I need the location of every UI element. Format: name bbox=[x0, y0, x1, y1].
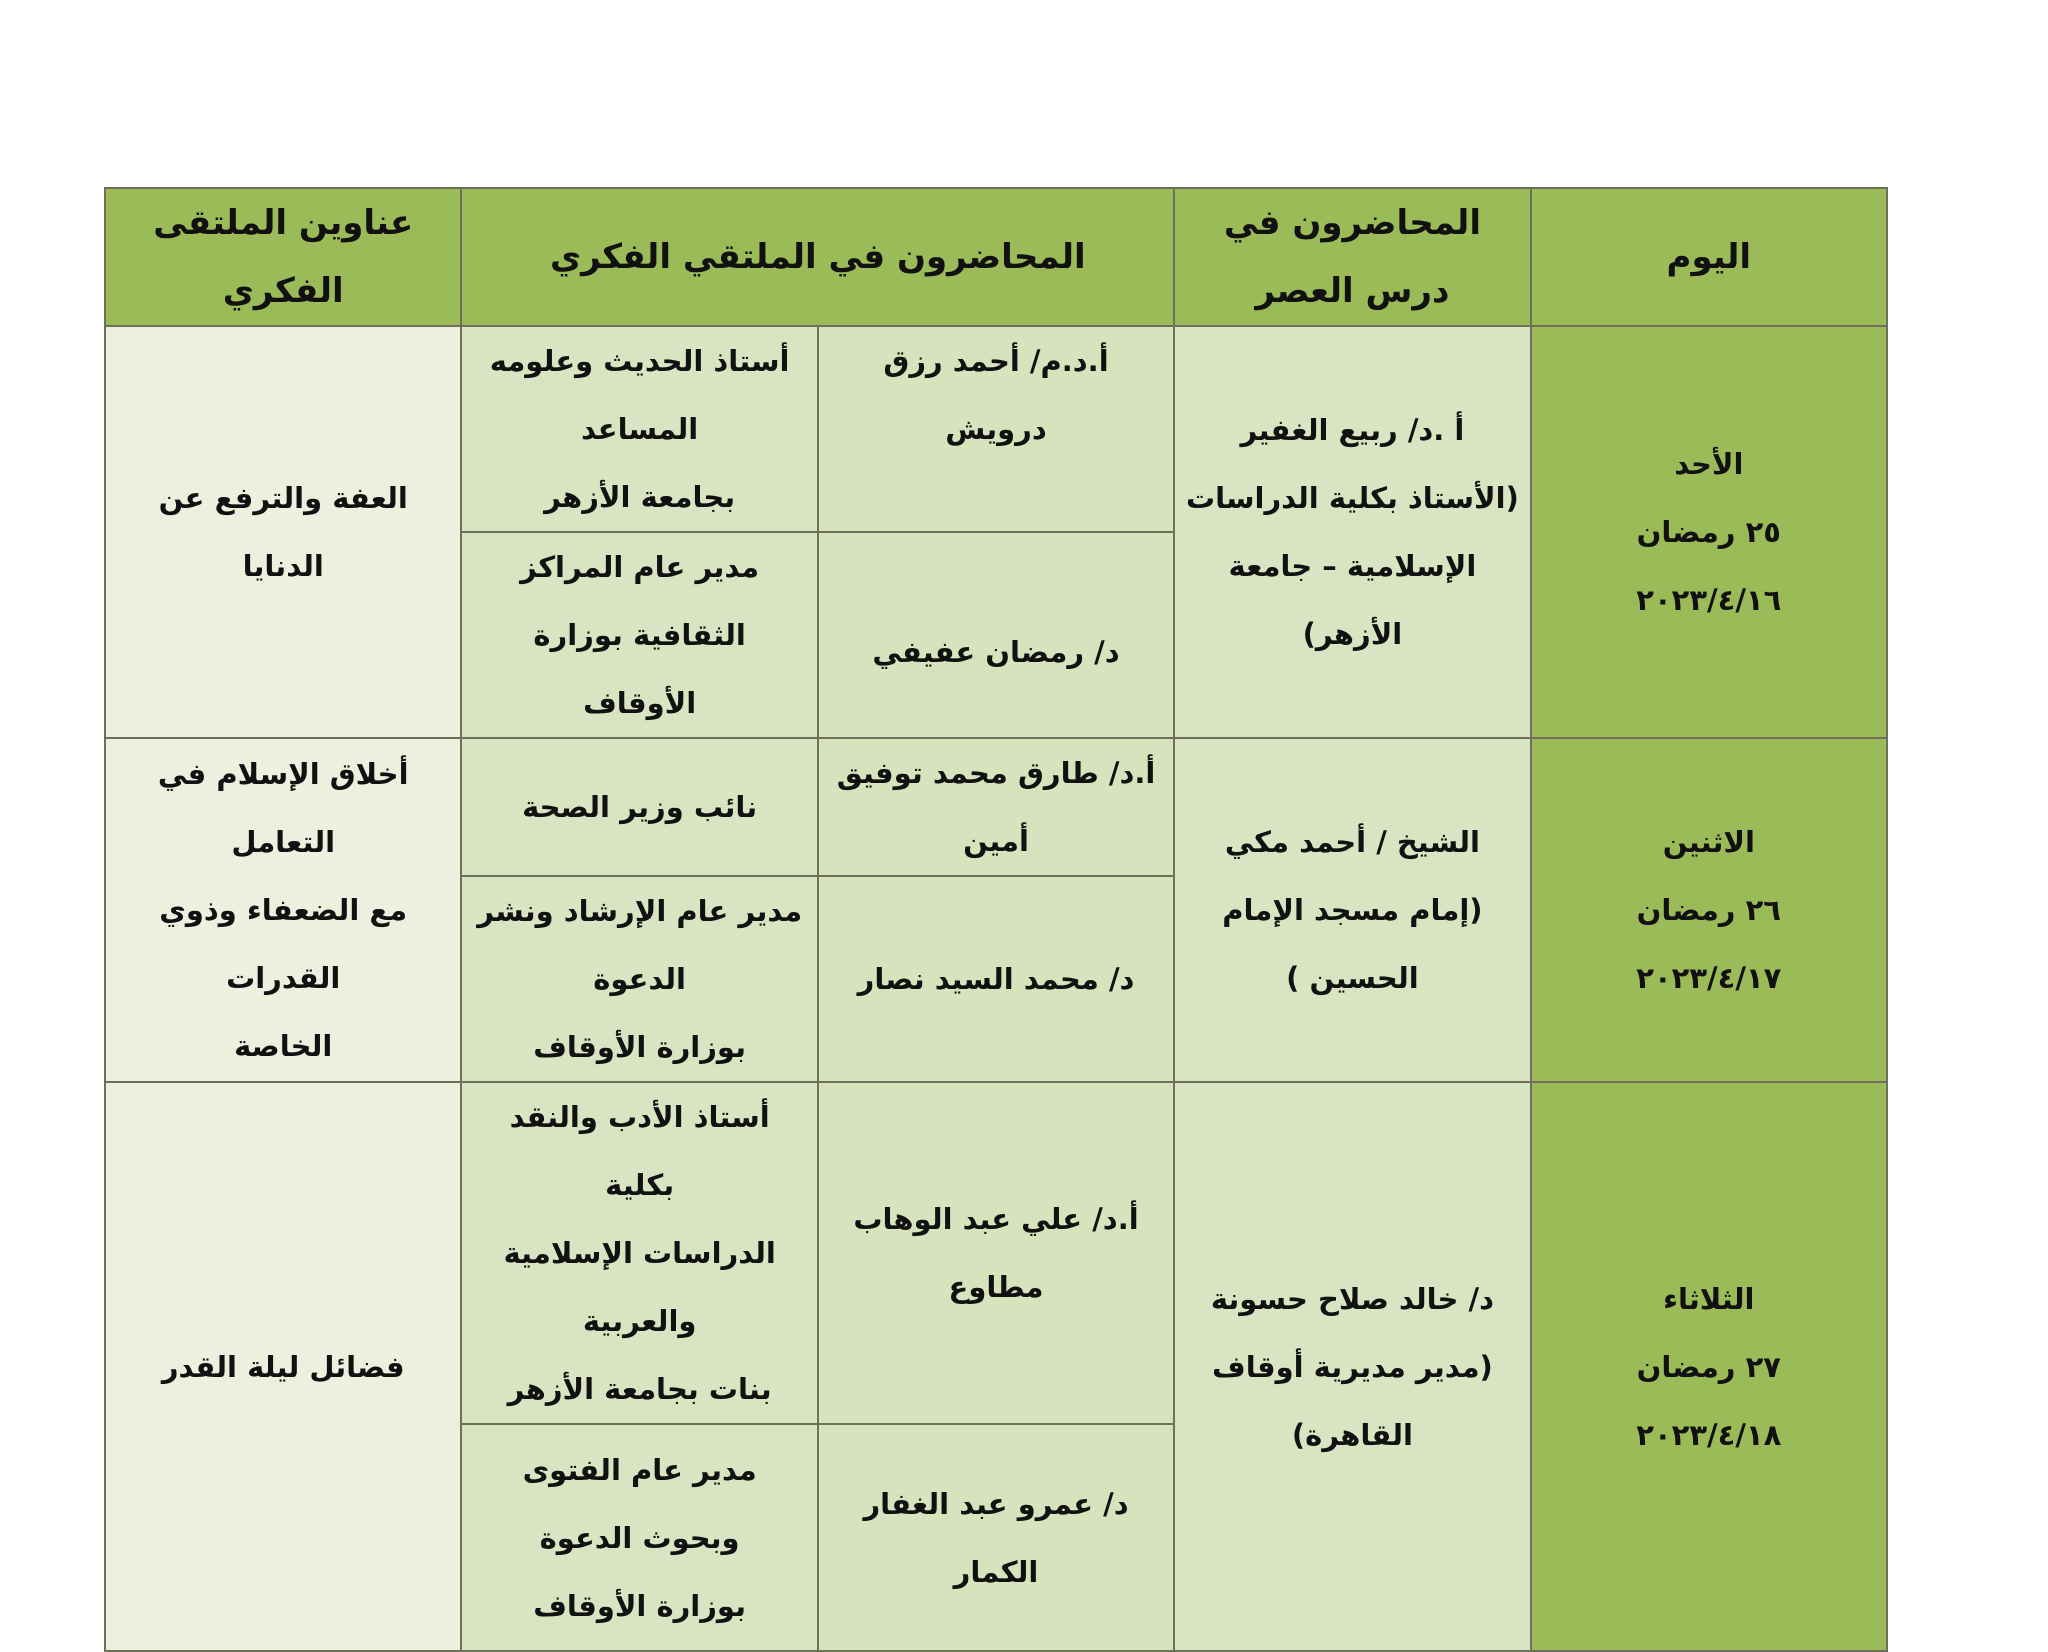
lecturer-name-line: أ.د/ طارق محمد توفيق bbox=[836, 756, 1156, 790]
asr-lecturer-cell bbox=[1174, 738, 1530, 1082]
forum-lecturer-name bbox=[818, 326, 1174, 532]
forum-lecturer-role bbox=[461, 532, 817, 738]
day-name: الثلاثاء bbox=[1663, 1281, 1755, 1316]
lecturer-role-line: مدير عام الإرشاد ونشر الدعوة bbox=[477, 894, 803, 996]
forum-lecturer-name bbox=[818, 738, 1174, 876]
lecturer-role-line: الدراسات الإسلامية والعربية bbox=[503, 1236, 776, 1338]
table-row bbox=[105, 738, 1887, 876]
forum-lecturer-name bbox=[818, 1424, 1174, 1651]
forum-lecturer-role bbox=[461, 1424, 817, 1651]
lecturer-name-line: د/ محمد السيد نصار bbox=[857, 962, 1135, 996]
header-day: اليوم bbox=[1531, 188, 1887, 326]
lecturer-role-line: بنات بجامعة الأزهر bbox=[507, 1372, 772, 1406]
forum-lecturer-name bbox=[818, 876, 1174, 1082]
schedule-table bbox=[104, 187, 1888, 1652]
lecturer-role-line: أستاذ الأدب والنقد بكلية bbox=[509, 1100, 770, 1202]
day-cell bbox=[1531, 1082, 1887, 1651]
asr-lecturer-title: (الأستاذ بكلية الدراسات bbox=[1185, 481, 1519, 515]
day-hijri-date: ٢٥ رمضان bbox=[1636, 515, 1781, 549]
forum-topic bbox=[105, 326, 461, 738]
lecturer-name-line: أ.د.م/ أحمد رزق درويش bbox=[883, 344, 1109, 446]
lecturer-role-line: الأوقاف bbox=[583, 686, 697, 720]
header-row bbox=[105, 188, 1887, 326]
lecturer-name-line: د/ عمرو عبد الغفار الكمار bbox=[863, 1486, 1129, 1589]
lecturer-name-line: مطاوع bbox=[948, 1270, 1044, 1304]
asr-lecturer-cell bbox=[1174, 1082, 1530, 1651]
day-cell bbox=[1531, 738, 1887, 1082]
topic-line: مع الضعفاء وذوي القدرات bbox=[159, 893, 408, 995]
forum-lecturer-name bbox=[818, 1082, 1174, 1424]
lecturer-role-line: مدير عام الفتوى وبحوث الدعوة bbox=[522, 1452, 757, 1555]
day-cell bbox=[1531, 326, 1887, 738]
asr-lecturer-name: الشيخ / أحمد مكي bbox=[1224, 825, 1480, 859]
forum-lecturer-name bbox=[818, 532, 1174, 738]
lecturer-role-line: أستاذ الحديث وعلومه المساعد bbox=[489, 344, 790, 446]
forum-lecturer-role bbox=[461, 738, 817, 876]
lecturer-role-line: بوزارة الأوقاف bbox=[533, 1030, 746, 1064]
header-asr-lecturers: المحاضرون في درس العصر bbox=[1174, 188, 1530, 326]
lecturer-role-line: بجامعة الأزهر bbox=[544, 480, 736, 514]
day-hijri-date: ٢٧ رمضان bbox=[1636, 1349, 1781, 1384]
day-gregorian-date: ٢٠٢٣/٤/١٨ bbox=[1636, 1417, 1782, 1452]
forum-lecturer-role bbox=[461, 876, 817, 1082]
header-forum-lecturers: المحاضرون في الملتقي الفكري bbox=[461, 188, 1174, 326]
lecturer-role-line: مدير عام المراكز الثقافية بوزارة bbox=[520, 550, 760, 652]
topic-line: العفة والترفع عن الدنايا bbox=[158, 481, 408, 583]
asr-lecturer-title: (إمام مسجد الإمام الحسين ) bbox=[1222, 893, 1483, 995]
forum-lecturer-role bbox=[461, 326, 817, 532]
asr-lecturer-cell bbox=[1174, 326, 1530, 738]
asr-lecturer-title: (مدير مديرية أوقاف القاهرة) bbox=[1212, 1349, 1493, 1452]
topic-line: فضائل ليلة القدر bbox=[161, 1349, 405, 1384]
day-name: الاثنين bbox=[1662, 825, 1755, 859]
lecturer-role-line: بوزارة الأوقاف bbox=[533, 1588, 746, 1623]
day-gregorian-date: ٢٠٢٣/٤/١٧ bbox=[1636, 961, 1782, 995]
table-row bbox=[105, 326, 1887, 532]
asr-lecturer-name: د/ خالد صلاح حسونة bbox=[1210, 1281, 1495, 1316]
table-row bbox=[105, 1082, 1887, 1424]
day-gregorian-date: ٢٠٢٣/٤/١٦ bbox=[1636, 583, 1782, 617]
lecturer-name-line: أمين bbox=[963, 824, 1029, 858]
topic-line: أخلاق الإسلام في التعامل bbox=[157, 757, 409, 859]
header-forum-titles: عناوين الملتقى الفكري bbox=[105, 188, 461, 326]
asr-lecturer-title: الإسلامية – جامعة الأزهر) bbox=[1228, 549, 1477, 651]
day-hijri-date: ٢٦ رمضان bbox=[1636, 893, 1781, 927]
lecturer-name-line: أ.د/ علي عبد الوهاب bbox=[853, 1202, 1139, 1236]
topic-line: الخاصة bbox=[234, 1029, 333, 1063]
forum-topic bbox=[105, 1082, 461, 1651]
lecturer-name-line: د/ رمضان عفيفي bbox=[872, 635, 1120, 669]
day-name: الأحد bbox=[1674, 447, 1744, 481]
asr-lecturer-name: أ .د/ ربيع الغفير bbox=[1240, 413, 1465, 447]
lecturer-role-line: نائب وزير الصحة bbox=[522, 790, 758, 824]
forum-lecturer-role bbox=[461, 1082, 817, 1424]
forum-topic bbox=[105, 738, 461, 1082]
